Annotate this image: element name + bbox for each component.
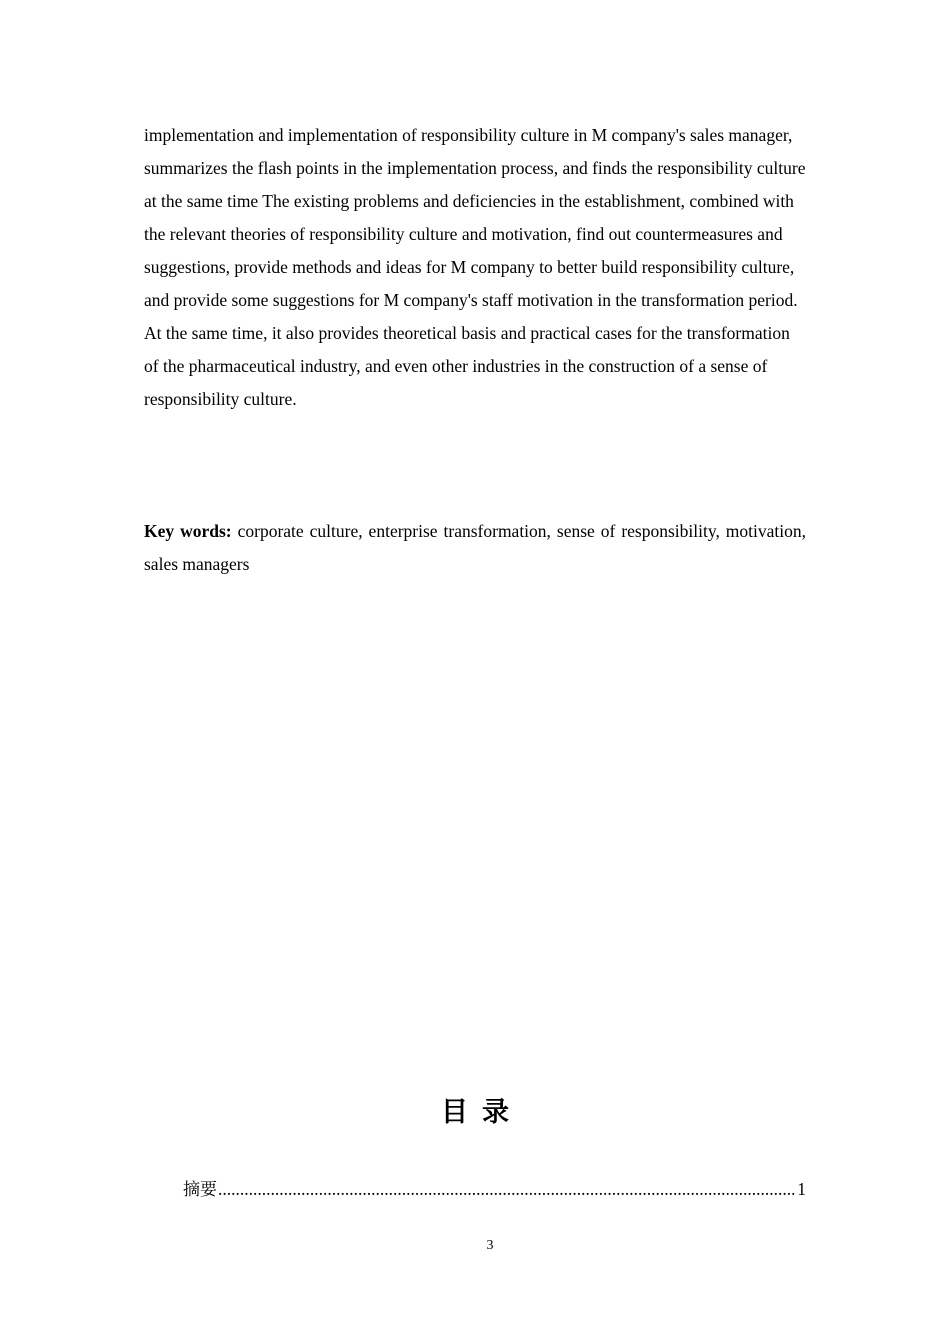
- toc-title: 目录: [441, 1097, 523, 1128]
- toc-leader-dots: [218, 1176, 796, 1202]
- keywords-label: Key words:: [144, 521, 232, 541]
- keywords-paragraph: [144, 515, 806, 581]
- keywords-text: corporate culture, enterprise transformation, sense of responsibility, motivation, sales managers: [144, 521, 806, 574]
- abstract-paragraph: implementation and implementation of responsibility culture in M company's sales manager, summarizes the flash points in the implementation process, and finds the responsibility culture at the same time The existing problems and deficiencies in the establishment, combined with the relevant theories of responsibility culture and motivation, find out countermeasures and suggestions, provide methods and ideas for M company to better build responsibility culture, and provide some suggestions for M company's staff motivation in the transformation period. At the same time, it also provides theoretical basis and practical cases for the transformation of the pharmaceutical industry, and even other industries in the construction of a sense of responsibility culture.: [144, 125, 806, 409]
- toc-entry[interactable]: [183, 1176, 806, 1203]
- page-number: 3: [486, 1238, 494, 1253]
- toc-entry-page: 1: [797, 1179, 806, 1199]
- toc-entry-label: 摘要: [183, 1180, 217, 1200]
